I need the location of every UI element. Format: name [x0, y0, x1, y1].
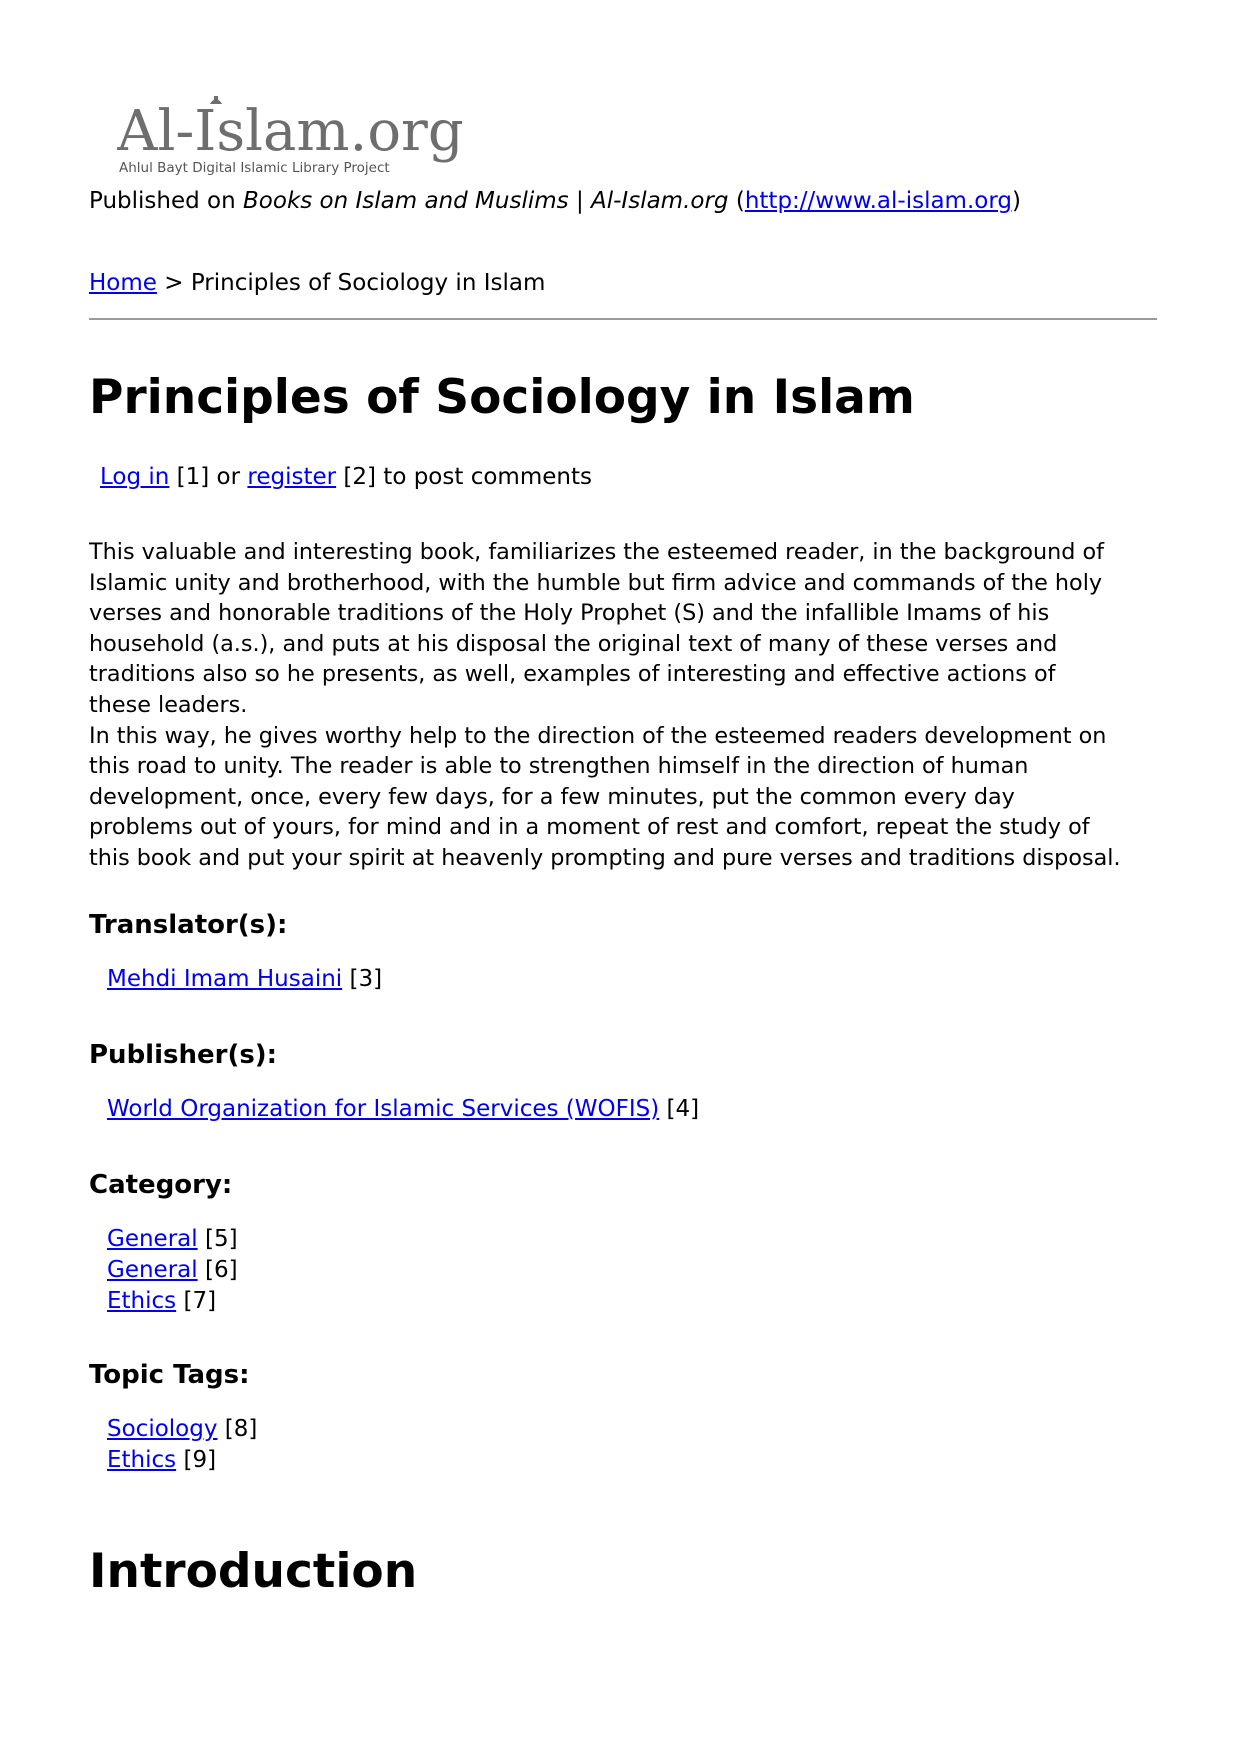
site-logo[interactable]: [117, 92, 477, 182]
description-line: these leaders.: [89, 691, 248, 718]
translators-list: [107, 964, 382, 995]
publisher-link[interactable]: World Organization for Islamic Services (WOFIS): [107, 1096, 660, 1122]
login-link[interactable]: Log in: [100, 464, 170, 490]
breadcrumb-current: Principles of Sociology in Islam: [190, 270, 546, 296]
header-divider: [89, 318, 1157, 320]
tag-ref: [8]: [217, 1416, 258, 1442]
login-ref: [1] or: [169, 464, 248, 490]
logo-graphic: [117, 92, 477, 182]
description-line: This valuable and interesting book, familiarizes the esteemed reader, in the background of: [89, 539, 1104, 565]
description-line: verses and honorable traditions of the Holy Prophet (S) and the infallible Imams of his: [89, 600, 1050, 627]
tag-link[interactable]: Ethics: [107, 1447, 177, 1473]
description-line: household (a.s.), and puts at his disposal the original text of many of these verses and: [89, 630, 1058, 657]
tag-item: [107, 1414, 257, 1445]
topic-tags-label: Topic Tags:: [89, 1360, 250, 1390]
breadcrumb-separator: >: [156, 270, 191, 296]
description-line: development, once, every few days, for a few minutes, put the common every day: [89, 783, 1015, 810]
tag-ref: [9]: [176, 1447, 217, 1473]
breadcrumb-home-link[interactable]: Home: [89, 270, 157, 296]
category-label: Category:: [89, 1170, 233, 1200]
breadcrumb: [89, 268, 545, 298]
publishers-label: Publisher(s):: [89, 1040, 278, 1070]
category-link[interactable]: General: [107, 1257, 198, 1283]
category-item: [107, 1255, 238, 1286]
logo-wordmark: Al-Islam.org: [117, 99, 464, 164]
category-link[interactable]: General: [107, 1226, 198, 1252]
translators-label: Translator(s):: [89, 910, 288, 940]
register-ref: [2] to post comments: [336, 464, 592, 490]
topic-tags-list: [107, 1414, 257, 1476]
introduction-heading: Introduction: [89, 1544, 418, 1599]
publisher-item: [107, 1094, 699, 1125]
translator-item: [107, 964, 382, 995]
tag-link[interactable]: Sociology: [107, 1416, 218, 1442]
category-item: [107, 1286, 238, 1317]
description-line: Islamic unity and brotherhood, with the humble but firm advice and commands of the holy: [89, 569, 1103, 596]
published-close-paren: ): [1012, 188, 1021, 214]
description-line: problems out of yours, for mind and in a moment of rest and comfort, repeat the study of: [89, 814, 1090, 841]
tag-item: [107, 1445, 257, 1476]
logo-tagline: Ahlul Bayt Digital Islamic Library Project: [119, 160, 390, 176]
category-ref: [7]: [176, 1288, 217, 1314]
published-on-line: [89, 186, 1021, 216]
published-prefix: Published on: [89, 188, 244, 214]
category-ref: [5]: [197, 1226, 238, 1252]
description-line: this road to unity. The reader is able to strengthen himself in the direction of human: [89, 753, 1029, 780]
published-open-paren: (: [728, 188, 745, 214]
register-link[interactable]: register: [247, 464, 337, 490]
category-ref: [6]: [197, 1257, 238, 1283]
description-line: this book and put your spirit at heavenly prompting and pure verses and traditions disposal.: [89, 844, 1121, 871]
publishers-list: [107, 1094, 699, 1125]
description-line: In this way, he gives worthy help to the direction of the esteemed readers development on: [89, 722, 1107, 749]
category-link[interactable]: Ethics: [107, 1288, 177, 1314]
published-site-name: Books on Islam and Muslims | Al-Islam.org: [243, 188, 729, 214]
description-line: traditions also so he presents, as well, examples of interesting and effective actions of: [89, 661, 1056, 688]
category-list: [107, 1224, 238, 1317]
site-url-link[interactable]: http://www.al-islam.org: [744, 188, 1013, 214]
book-description: [89, 537, 1169, 874]
translator-link[interactable]: Mehdi Imam Husaini: [107, 966, 343, 992]
translator-ref: [3]: [342, 966, 383, 992]
page-title: Principles of Sociology in Islam: [89, 370, 915, 425]
comment-login-prompt: [100, 462, 592, 492]
publisher-ref: [4]: [659, 1096, 700, 1122]
category-item: [107, 1224, 238, 1255]
